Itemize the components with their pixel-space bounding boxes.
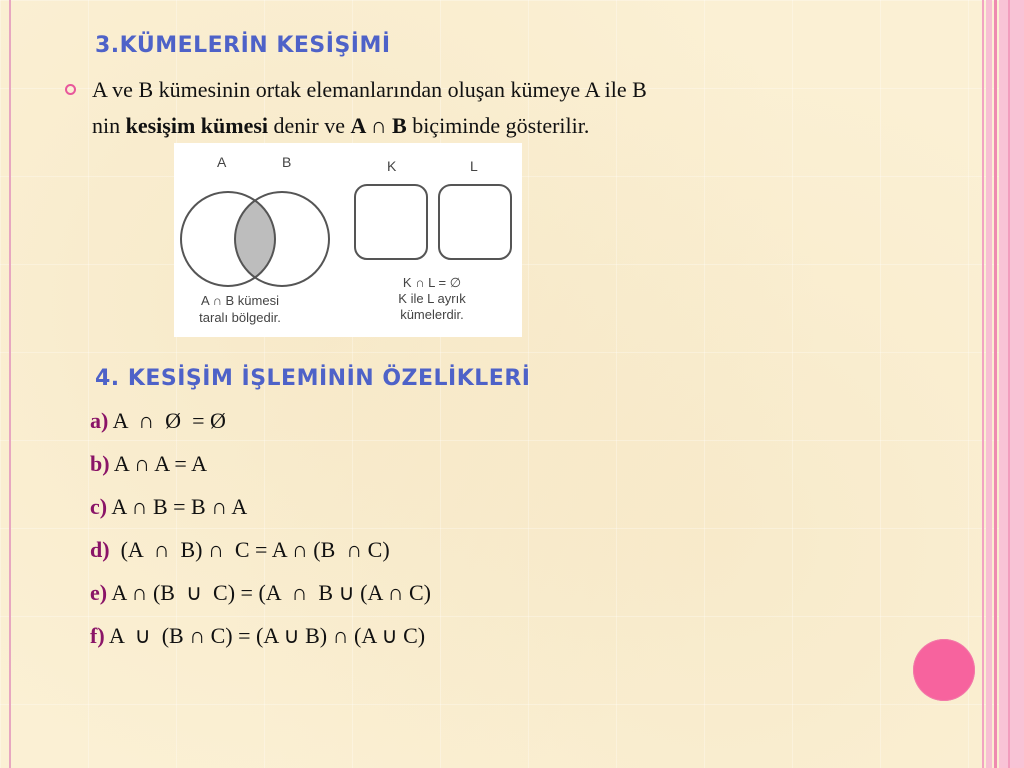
label-k: K xyxy=(387,158,397,174)
property-text: A ∩ Ø = Ø xyxy=(108,408,226,433)
definition-term: kesişim kümesi xyxy=(125,113,269,138)
label-a: A xyxy=(217,154,227,170)
label-b: B xyxy=(282,154,292,170)
definition-notation: A ∩ B xyxy=(350,113,407,138)
property-item xyxy=(90,492,431,535)
right-stripe xyxy=(986,0,992,768)
property-text: A ∩ (B ∪ C) = (A ∩ B ∪ (A ∩ C) xyxy=(107,580,432,605)
caption-right-2: K ile L ayrık xyxy=(398,291,466,306)
property-letter: c) xyxy=(90,494,108,519)
set-k-box xyxy=(355,185,427,259)
caption-right-3: kümelerdir. xyxy=(400,307,464,322)
label-l: L xyxy=(470,158,478,174)
definition-paragraph xyxy=(92,72,832,144)
property-letter: a) xyxy=(90,408,109,433)
property-text: A ∩ B = B ∩ A xyxy=(107,494,248,519)
decorative-circle xyxy=(913,639,975,701)
bullet-icon xyxy=(65,84,76,95)
property-letter: b) xyxy=(90,451,110,476)
property-item xyxy=(90,406,431,449)
definition-text: denir ve xyxy=(268,113,351,138)
property-text: A ∪ (B ∩ C) = (A ∪ B) ∩ (A ∪ C) xyxy=(104,623,426,648)
section-title-properties: 4. KESİŞİM İŞLEMİNİN ÖZELİKLERİ xyxy=(95,366,531,391)
left-border-line xyxy=(9,0,11,768)
set-l-box xyxy=(439,185,511,259)
property-text: A ∩ A = A xyxy=(109,451,207,476)
property-letter: e) xyxy=(90,580,108,605)
definition-line-1: A ve B kümesinin ortak elemanlarından oluşan kümeye A ile B xyxy=(92,77,647,102)
caption-left-1: A ∩ B kümesi xyxy=(201,293,279,308)
property-item xyxy=(90,578,431,621)
property-letter: d) xyxy=(90,537,110,562)
property-letter: f) xyxy=(90,623,105,648)
definition-text: nin xyxy=(92,113,126,138)
venn-diagram xyxy=(174,143,522,337)
definition-text: biçiminde gösterilir. xyxy=(406,113,590,138)
property-item xyxy=(90,535,431,578)
right-stripe xyxy=(999,0,1024,768)
right-stripe xyxy=(1008,0,1010,768)
property-item xyxy=(90,449,431,492)
section-title-intersection: 3.KÜMELERİN KESİŞİMİ xyxy=(95,33,391,58)
right-stripe xyxy=(982,0,984,768)
caption-left-2: taralı bölgedir. xyxy=(199,310,281,325)
properties-list xyxy=(90,406,431,664)
right-stripe xyxy=(994,0,997,768)
property-text: (A ∩ B) ∩ C = A ∩ (B ∩ C) xyxy=(109,537,390,562)
caption-right-1: K ∩ L = ∅ xyxy=(402,275,462,290)
property-item xyxy=(90,621,431,664)
